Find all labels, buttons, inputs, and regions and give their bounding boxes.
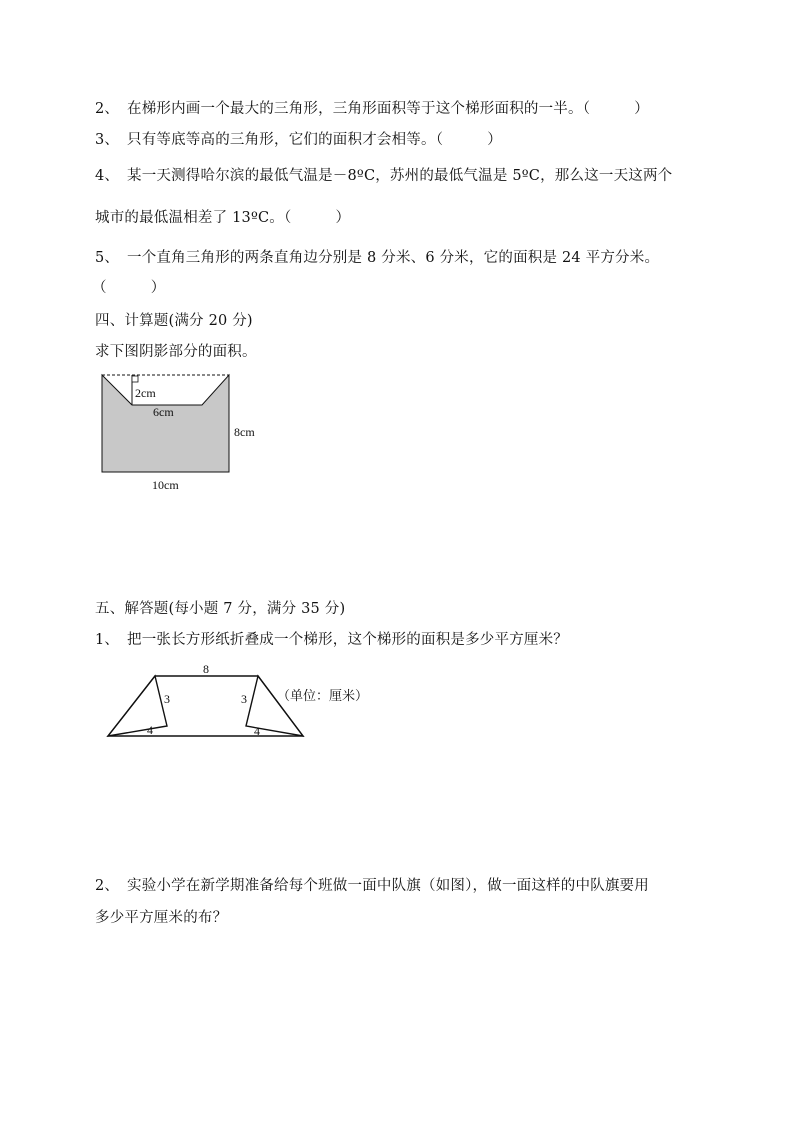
label-right-base: 4 <box>254 724 260 738</box>
label-left-side: 3 <box>164 692 170 706</box>
question-2 <box>95 97 649 118</box>
question-text: 把一张长方形纸折叠成一个梯形，这个梯形的面积是多少平方厘米？ <box>127 632 568 648</box>
label-width: 10cm <box>152 478 179 492</box>
section-4-title: 四、计算题(满分 20 分) <box>95 313 253 329</box>
question-number: 2、 <box>95 101 120 117</box>
question-text: 只有等底等高的三角形，它们的面积才会相等。（ ） <box>127 132 502 148</box>
section-4-prompt: 求下图阴影部分的面积。 <box>95 344 257 360</box>
question-number: 5、 <box>95 250 120 266</box>
label-height: 8cm <box>234 425 255 439</box>
label-right-side: 3 <box>241 692 247 706</box>
section-5-question-2-continued: 多少平方厘米的布？ <box>95 910 228 926</box>
question-number: 4、 <box>95 168 120 184</box>
question-number: 1、 <box>95 632 120 648</box>
section-5-question-1 <box>95 628 568 649</box>
question-5-answer-blank[interactable]: （ ） <box>92 280 166 296</box>
label-left-base: 4 <box>147 723 153 737</box>
right-angle-mark <box>132 376 138 382</box>
trapezoid-outline <box>108 676 303 736</box>
label-top: 6cm <box>153 405 174 419</box>
label-unit: （单位：厘米） <box>277 688 369 703</box>
section-5-title: 五、解答题(每小题 7 分，满分 35 分) <box>95 601 346 617</box>
question-text: 在梯形内画一个最大的三角形，三角形面积等于这个梯形面积的一半。（ ） <box>127 101 649 117</box>
question-text: 某一天测得哈尔滨的最低气温是－8ºC，苏州的最低气温是 5ºC，那么这一天这两个 <box>127 168 673 184</box>
question-number: 3、 <box>95 132 120 148</box>
label-top: 8 <box>203 662 209 676</box>
question-3 <box>95 128 502 149</box>
section-5-question-2 <box>95 874 649 895</box>
question-text: 实验小学在新学期准备给每个班做一面中队旗（如图），做一面这样的中队旗要用 <box>127 878 649 894</box>
shaded-area-figure <box>95 368 275 498</box>
left-fold <box>108 676 167 736</box>
question-4-continued: 城市的最低温相差了 13ºC。（ ） <box>95 210 351 226</box>
question-number: 2、 <box>95 878 120 894</box>
label-depth: 2cm <box>135 386 156 400</box>
question-4 <box>95 164 672 185</box>
question-5 <box>95 246 659 267</box>
question-text: 一个直角三角形的两条直角边分别是 8 分米、6 分米，它的面积是 24 平方分米。 <box>127 250 660 266</box>
folded-trapezoid-figure <box>100 656 390 746</box>
shaded-region <box>102 375 229 472</box>
